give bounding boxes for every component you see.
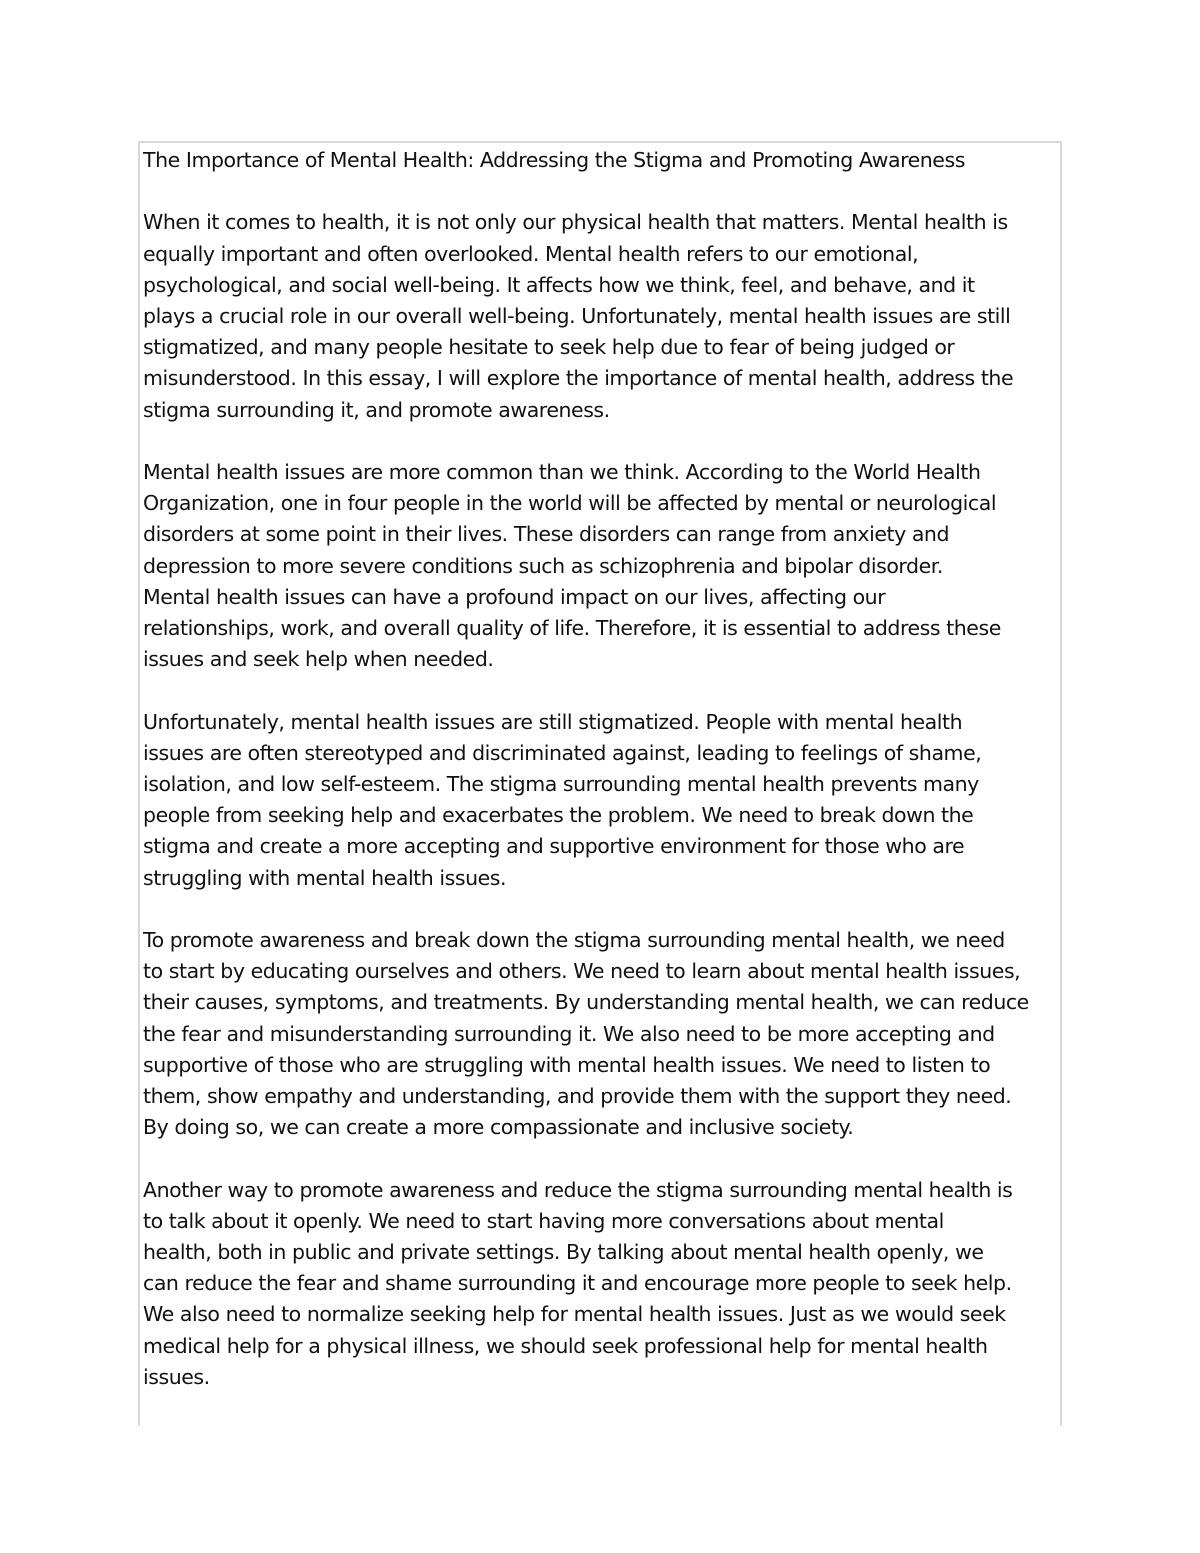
text-line: Mental health issues can have a profound impact on our lives, affecting our [143, 584, 886, 609]
text-line: By doing so, we can create a more compassionate and inclusive society. [143, 1115, 854, 1140]
text-line: their causes, symptoms, and treatments. By understanding mental health, we can reduce [143, 990, 1029, 1015]
text-line: supportive of those who are struggling with mental health issues. We need to listen to [143, 1052, 991, 1077]
text-line: Organization, one in four people in the world will be affected by mental or neurological [143, 491, 997, 516]
text-line: Mental health issues are more common than we think. According to the World Health [143, 460, 981, 484]
text-line: When it comes to health, it is not only our physical health that matters. Mental health is [143, 210, 1008, 235]
text-line: to talk about it openly. We need to start having more conversations about mental [143, 1208, 944, 1233]
text-line: to start by educating ourselves and others. We need to learn about mental health issues, [143, 959, 1021, 984]
text-line: depression to more severe conditions such as schizophrenia and bipolar disorder. [143, 553, 943, 578]
text-line: can reduce the fear and shame surrounding it and encourage more people to seek help. [143, 1271, 1012, 1296]
text-line: Unfortunately, mental health issues are still stigmatized. People with mental health [143, 709, 963, 734]
text-line: stigma and create a more accepting and supportive environment for those who are [143, 834, 965, 859]
text-line: equally important and often overlooked. Mental health refers to our emotional, [143, 241, 919, 266]
paragraph-4 [143, 925, 1063, 1143]
paragraph-5 [143, 1175, 1063, 1393]
text-line: disorders at some point in their lives. These disorders can range from anxiety and [143, 522, 950, 547]
text-line: health, both in public and private settings. By talking about mental health openly, we [143, 1240, 984, 1265]
text-line: misunderstood. In this essay, I will explore the importance of mental health, address the [143, 366, 1014, 391]
text-line: psychological, and social well-being. It affects how we think, feel, and behave, and it [143, 272, 975, 297]
text-line: stigma surrounding it, and promote awareness. [143, 397, 610, 422]
text-line: To promote awareness and break down the stigma surrounding mental health, we need [143, 928, 1005, 953]
text-line: Another way to promote awareness and reduce the stigma surrounding mental health is [143, 1177, 1013, 1202]
document-title: The Importance of Mental Health: Addressing the Stigma and Promoting Awareness [143, 148, 965, 172]
text-line: issues and seek help when needed. [143, 647, 494, 672]
paragraph-3 [143, 707, 1063, 894]
text-line: issues are often stereotyped and discriminated against, leading to feelings of shame, [143, 740, 982, 765]
text-line: people from seeking help and exacerbates the problem. We need to break down the [143, 803, 974, 828]
text-line: struggling with mental health issues. [143, 865, 507, 890]
text-line: issues. [143, 1364, 210, 1389]
text-line: We also need to normalize seeking help for mental health issues. Just as we would seek [143, 1302, 1006, 1327]
text-line: them, show empathy and understanding, and provide them with the support they need. [143, 1084, 1012, 1109]
paragraph-2 [143, 457, 1063, 675]
text-line: stigmatized, and many people hesitate to seek help due to fear of being judged or [143, 335, 955, 360]
text-line: relationships, work, and overall quality of life. Therefore, it is essential to address these [143, 616, 1001, 641]
text-line: isolation, and low self-esteem. The stigma surrounding mental health prevents many [143, 772, 979, 797]
text-line: medical help for a physical illness, we should seek professional help for mental health [143, 1333, 988, 1358]
document-body [143, 145, 1063, 1393]
paragraph-1 [143, 207, 1063, 425]
text-line: the fear and misunderstanding surrounding it. We also need to be more accepting and [143, 1021, 995, 1046]
text-line: plays a crucial role in our overall well-being. Unfortunately, mental health issues are still [143, 304, 1011, 328]
